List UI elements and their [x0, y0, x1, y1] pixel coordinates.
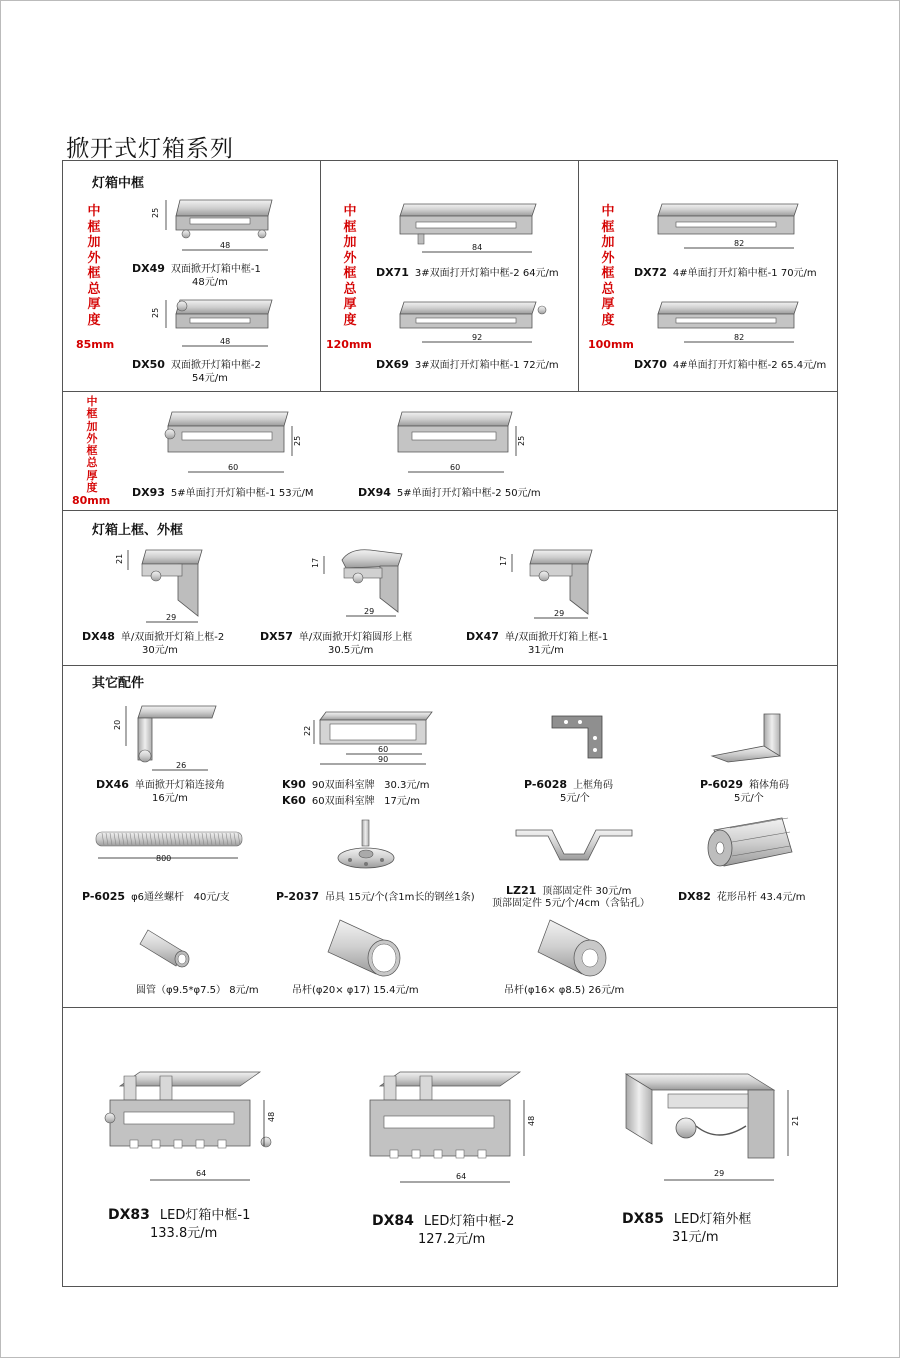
section-title: 灯箱中框 — [92, 176, 145, 191]
product-name: 上框角码 — [573, 780, 614, 791]
product-code: DX70 — [634, 358, 667, 371]
thickness-value: 85mm — [76, 338, 115, 351]
product-code: LZ21 — [506, 884, 537, 897]
tube-2-label — [292, 984, 419, 997]
dim-label: 82 — [734, 239, 745, 248]
product-name: 吊具 — [325, 892, 346, 903]
dim-label: 29 — [166, 613, 177, 622]
product-dx48 — [82, 630, 224, 657]
dim-label: 29 — [714, 1169, 725, 1178]
dx82-profile — [704, 816, 796, 878]
product-name: LED灯箱外框 — [673, 1212, 752, 1227]
product-lz21-note: 顶部固定件 5元/个/4cm（含钻孔） — [492, 898, 650, 909]
product-dx93 — [132, 486, 314, 500]
dim-label: 17 — [311, 557, 320, 568]
product-price: 5元/个 — [734, 793, 764, 804]
dim-label: 21 — [791, 1115, 800, 1126]
p2037-profile — [334, 818, 398, 870]
product-p6029 — [700, 778, 789, 805]
product-price: 70元/m — [780, 268, 817, 279]
thickness-value: 80mm — [72, 494, 111, 507]
product-code: DX49 — [132, 262, 165, 275]
tube-name: 圆管（φ9.5*φ7.5） — [136, 985, 226, 996]
product-dx50 — [132, 358, 261, 385]
product-code: DX48 — [82, 630, 115, 643]
dim-label: 21 — [115, 553, 124, 564]
dx93-profile — [158, 408, 308, 478]
product-dx85 — [622, 1210, 751, 1247]
product-price: 30.3元/m — [384, 780, 430, 791]
product-price: 16元/m — [152, 793, 188, 804]
product-price: 133.8元/m — [150, 1226, 218, 1241]
product-name: 花形吊杆 — [716, 892, 757, 903]
product-dx84 — [372, 1212, 514, 1249]
product-name: 单/双面掀开灯箱上框-2 — [120, 632, 225, 643]
dim-label: 90 — [378, 755, 389, 764]
k90-profile — [303, 708, 436, 774]
tube-3-profile — [538, 912, 618, 978]
product-dx94 — [358, 486, 541, 500]
product-name: 顶部固定件 — [542, 886, 593, 897]
product-price: 53元/M — [278, 488, 314, 499]
product-lz21 — [506, 884, 631, 898]
dim-label: 29 — [554, 609, 565, 618]
dim-label: 800 — [156, 854, 172, 863]
tube-1-profile — [140, 920, 200, 970]
product-code: DX69 — [376, 358, 409, 371]
dx83-profile — [100, 1056, 290, 1186]
dim-label: 60 — [378, 745, 389, 754]
dim-label: 25 — [151, 307, 160, 318]
product-code: K90 — [282, 778, 306, 791]
product-code: DX47 — [466, 630, 499, 643]
dim-label: 25 — [151, 207, 160, 218]
product-dx57 — [260, 630, 412, 657]
dx48-profile — [112, 546, 212, 628]
product-dx49 — [132, 262, 261, 289]
product-name: 双面掀开灯箱中框-1 — [170, 264, 261, 275]
product-dx70 — [634, 358, 826, 372]
section-title: 其它配件 — [92, 676, 145, 691]
p6028-profile — [548, 712, 608, 762]
tube-price: 15.4元/m — [373, 985, 419, 996]
product-name: 5#单面打开灯箱中框-1 — [170, 488, 276, 499]
dx57-profile — [306, 546, 410, 624]
product-code: DX83 — [108, 1207, 150, 1223]
product-code: DX50 — [132, 358, 165, 371]
dim-label: 20 — [113, 719, 122, 730]
product-name: 4#单面打开灯箱中框-2 — [672, 360, 778, 371]
dim-label: 64 — [196, 1169, 207, 1178]
product-name: 单/双面掀开灯箱圆形上框 — [298, 632, 413, 643]
product-code: DX82 — [678, 890, 711, 903]
dim-label: 92 — [472, 333, 483, 342]
thickness-value: 100mm — [588, 338, 634, 351]
product-price: 50元/m — [504, 488, 541, 499]
dx70-profile — [654, 298, 804, 348]
thickness-label: 中 框 加 外 框 总 厚 度 — [86, 395, 98, 495]
dim-label: 84 — [472, 243, 483, 252]
tube-2-profile — [328, 912, 412, 978]
product-name: 5#单面打开灯箱中框-2 — [396, 488, 502, 499]
product-code: P-6025 — [82, 890, 126, 903]
product-price: 64元/m — [522, 268, 559, 279]
dim-label: 25 — [517, 435, 526, 446]
product-price: 30.5元/m — [328, 645, 374, 656]
product-code: DX57 — [260, 630, 293, 643]
product-p2037 — [276, 890, 475, 904]
thickness-label: 中 框 加 外 框 总 厚 度 — [343, 204, 357, 328]
product-code: P-6028 — [524, 778, 568, 791]
tube-name: 吊杆(φ16× φ8.5) — [504, 985, 586, 996]
product-price: 127.2元/m — [418, 1232, 486, 1247]
divider — [320, 160, 321, 392]
product-dx82 — [678, 890, 806, 904]
dim-label: 64 — [456, 1172, 467, 1181]
dx49-profile — [150, 198, 280, 260]
dim-label: 48 — [267, 1111, 276, 1122]
product-code: P-6029 — [700, 778, 744, 791]
dim-label: 60 — [450, 463, 461, 472]
product-code: P-2037 — [276, 890, 320, 903]
product-code: DX46 — [96, 778, 129, 791]
thickness-value: 120mm — [326, 338, 372, 351]
product-name: 单面掀开灯箱连接角 — [134, 780, 225, 791]
product-name: 箱体角码 — [749, 780, 790, 791]
product-dx72 — [634, 266, 817, 280]
product-price: 15元/个(含1m长的钢丝1条) — [348, 892, 475, 903]
product-code: DX84 — [372, 1213, 414, 1229]
dx94-profile — [388, 408, 538, 478]
product-price: 17元/m — [384, 796, 420, 807]
product-price: 31元/m — [528, 645, 564, 656]
dim-label: 26 — [176, 761, 187, 770]
product-price: 30元/m — [142, 645, 178, 656]
product-name: LED灯箱中框-2 — [423, 1214, 515, 1229]
product-name: 3#双面打开灯箱中框-2 — [414, 268, 520, 279]
dx47-profile — [498, 546, 598, 624]
product-price: 65.4元/m — [780, 360, 827, 371]
product-code: DX71 — [376, 266, 409, 279]
thickness-label: 中 框 加 外 框 总 厚 度 — [87, 204, 101, 328]
dim-label: 60 — [228, 463, 239, 472]
product-p6028 — [524, 778, 613, 805]
dim-label: 29 — [364, 607, 375, 616]
dim-label: 82 — [734, 333, 745, 342]
dim-label: 48 — [220, 241, 231, 250]
p6029-profile — [708, 712, 784, 764]
product-name: LED灯箱中框-1 — [159, 1208, 251, 1223]
product-price: 43.4元/m — [760, 892, 806, 903]
product-name: 双面掀开灯箱中框-2 — [170, 360, 261, 371]
product-dx71 — [376, 266, 559, 280]
product-price: 5元/个 — [560, 793, 590, 804]
divider — [578, 160, 579, 392]
lz21-profile — [512, 824, 636, 866]
product-price: 54元/m — [192, 373, 228, 384]
product-name: 单/双面掀开灯箱上框-1 — [504, 632, 609, 643]
section-title: 灯箱上框、外框 — [92, 523, 184, 538]
dim-label: 17 — [499, 555, 508, 566]
product-dx47 — [466, 630, 608, 657]
dx84-profile — [360, 1056, 550, 1186]
product-price: 72元/m — [522, 360, 559, 371]
product-price: 40元/支 — [193, 892, 230, 903]
product-k90 — [282, 778, 430, 792]
product-dx46 — [96, 778, 225, 805]
dim-label: 22 — [303, 725, 312, 736]
product-name: 4#单面打开灯箱中框-1 — [672, 268, 778, 279]
product-name: φ6通丝螺杆 — [131, 892, 185, 903]
thickness-label: 中 框 加 外 框 总 厚 度 — [601, 204, 615, 328]
tube-1-label — [136, 984, 259, 997]
product-code: K60 — [282, 794, 306, 807]
product-dx83 — [108, 1206, 250, 1243]
dx46-profile — [112, 700, 222, 774]
dx71-profile — [396, 200, 546, 262]
dx72-profile — [654, 200, 804, 256]
product-p6025 — [82, 890, 230, 904]
tube-name: 吊杆(φ20× φ17) — [292, 985, 371, 996]
product-code: DX93 — [132, 486, 165, 499]
product-code: DX94 — [358, 486, 391, 499]
p6025-profile — [92, 828, 248, 868]
tube-price: 8元/m — [229, 985, 259, 996]
dim-label: 48 — [527, 1115, 536, 1126]
product-code: DX85 — [622, 1211, 664, 1227]
product-price: 30元/m — [595, 886, 632, 897]
tube-3-label — [504, 984, 624, 997]
product-dx69 — [376, 358, 559, 372]
product-k60 — [282, 794, 420, 808]
dim-label: 25 — [293, 435, 302, 446]
tube-price: 26元/m — [588, 985, 625, 996]
product-code: DX72 — [634, 266, 667, 279]
product-name: 90双面科室牌 — [311, 780, 375, 791]
dim-label: 48 — [220, 337, 231, 346]
product-name: 60双面科室牌 — [311, 796, 375, 807]
product-price: 48元/m — [192, 277, 228, 288]
dx85-profile — [618, 1064, 808, 1188]
dx50-profile — [150, 296, 280, 354]
product-price: 31元/m — [672, 1230, 719, 1245]
dx69-profile — [396, 298, 556, 352]
page-title: 掀开式灯箱系列 — [66, 136, 234, 162]
product-name: 3#双面打开灯箱中框-1 — [414, 360, 520, 371]
